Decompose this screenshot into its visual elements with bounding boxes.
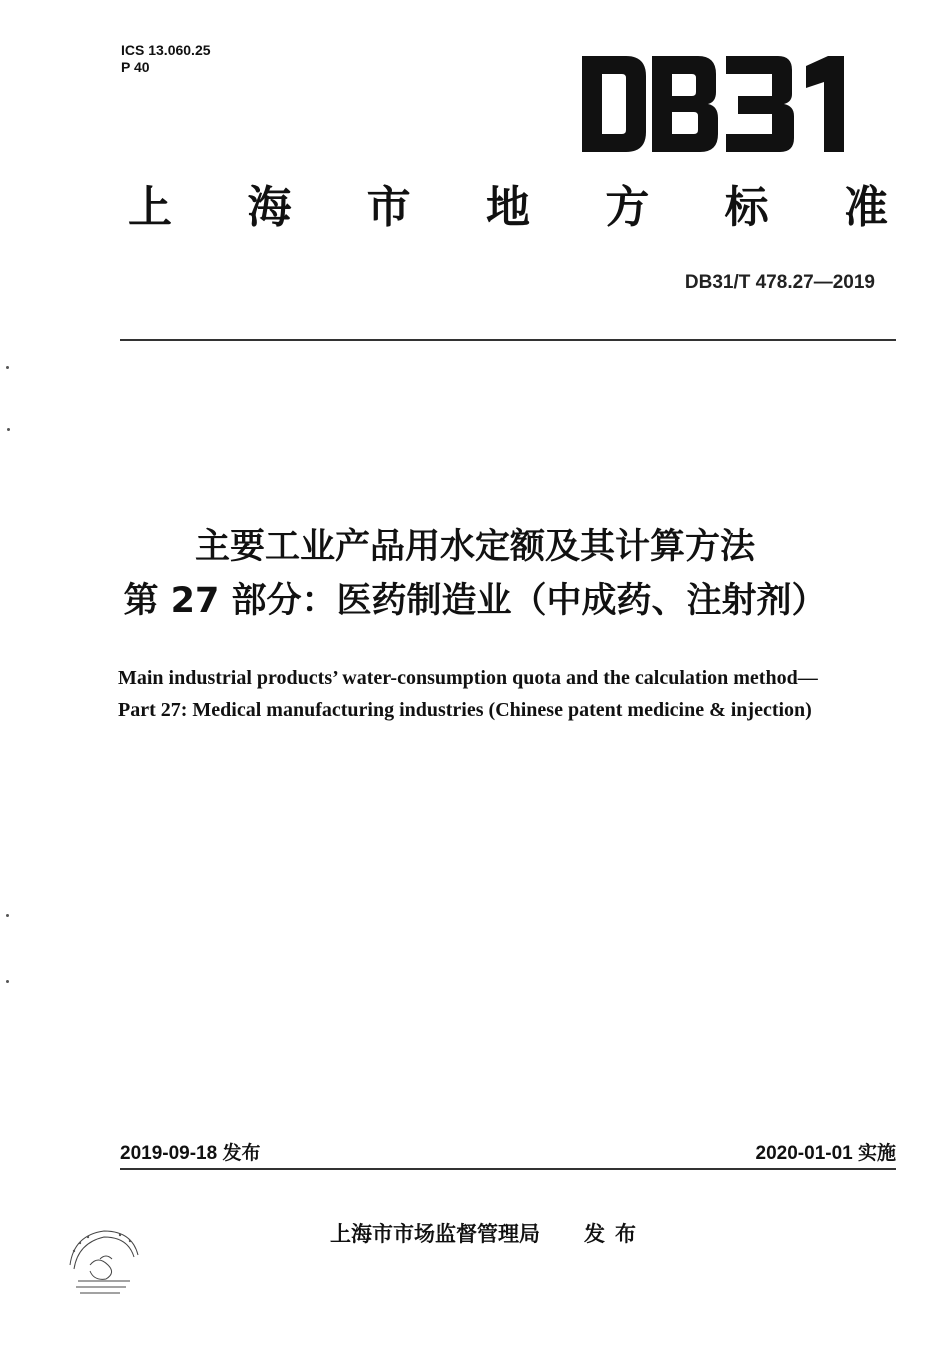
standard-type-char: 准 <box>843 182 888 233</box>
publisher-name: 上海市市场监督管理局 <box>330 1222 540 1246</box>
standard-type-char: 海 <box>247 182 292 233</box>
standard-number: DB31/T 478.27—2019 <box>684 272 875 293</box>
scan-mark <box>6 980 9 983</box>
chinese-title <box>0 520 950 628</box>
scan-mark <box>6 914 9 917</box>
bottom-divider <box>120 1168 896 1170</box>
standard-type-char: 市 <box>366 182 411 233</box>
scan-mark <box>6 366 9 369</box>
scan-mark <box>7 428 10 431</box>
standard-type-char: 上 <box>128 182 172 233</box>
standard-type-char: 方 <box>605 182 650 233</box>
db31-logo <box>582 56 844 152</box>
release-label: 发布 <box>584 1222 646 1246</box>
standard-type-char: 标 <box>724 182 769 233</box>
date-row <box>120 1138 896 1165</box>
english-title <box>118 662 918 726</box>
ccs-code: P 40 <box>121 59 150 75</box>
english-title-line-1: Main industrial products’ water-consumption quota and the calculation method— <box>118 667 818 689</box>
issue-date: 2019-09-18 发布 <box>120 1143 261 1164</box>
standard-type-char: 地 <box>485 182 530 233</box>
publisher-line <box>330 1218 646 1248</box>
chinese-title-line-1: 主要工业产品用水定额及其计算方法 <box>194 527 755 567</box>
watermark-stamp <box>60 1225 144 1301</box>
classification-codes <box>121 42 211 76</box>
standard-type-title <box>128 180 888 236</box>
top-divider <box>120 339 896 341</box>
chinese-title-line-2: 第 27 部分：医药制造业（中成药、注射剂） <box>123 581 827 621</box>
implementation-date: 2020-01-01 实施 <box>755 1143 896 1164</box>
ics-code: ICS 13.060.25 <box>121 42 211 58</box>
english-title-line-2: Part 27: Medical manufacturing industries (Chinese patent medicine & injection) <box>118 699 812 721</box>
